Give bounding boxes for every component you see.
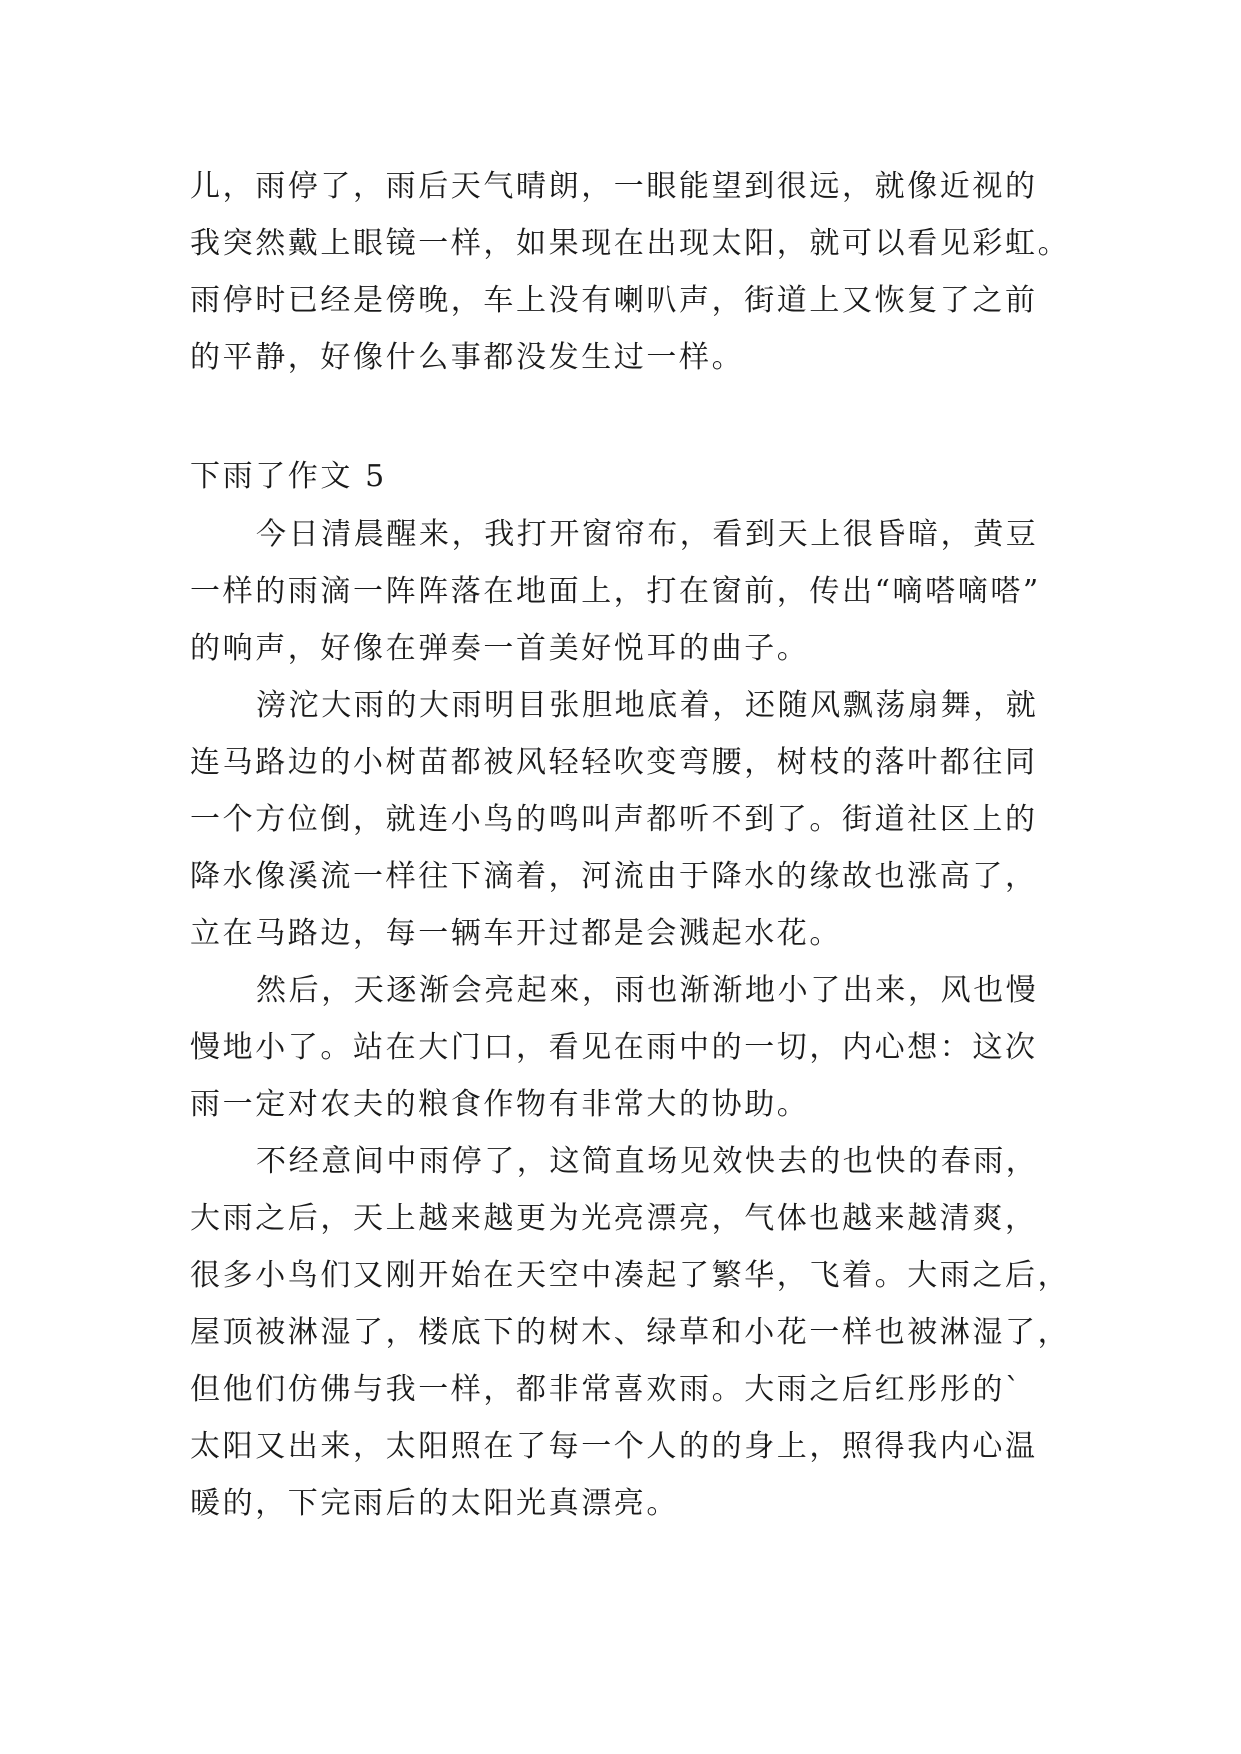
text-line: 的响声，好像在弹奏一首美好悦耳的曲子。 bbox=[190, 631, 810, 666]
text-line: 今日清晨醒来，我打开窗帘布，看到天上很昏暗，黄豆 bbox=[256, 517, 1039, 552]
text-line: 然后，天逐渐会亮起來，雨也渐渐地小了出来，风也慢 bbox=[256, 973, 1039, 1008]
text-line: 屋顶被淋湿了，楼底下的树木、绿草和小花一样也被淋湿了， bbox=[190, 1315, 1071, 1350]
text-line: 雨停时已经是傍晚，车上没有喇叭声，街道上又恢复了之前 bbox=[190, 283, 1038, 318]
text-line: 连马路边的小树苗都被风轻轻吹变弯腰，树枝的落叶都往同 bbox=[190, 745, 1038, 780]
text-line: 很多小鸟们又刚开始在天空中凑起了繁华，飞着。大雨之后， bbox=[190, 1258, 1071, 1293]
essay-title: 下雨了作文 5 bbox=[190, 459, 387, 494]
text-line: 一个方位倒，就连小鸟的鸣叫声都听不到了。街道社区上的 bbox=[190, 802, 1038, 837]
text-line: 滂沱大雨的大雨明目张胆地底着，还随风飘荡扇舞，就 bbox=[256, 688, 1039, 723]
essay-paragraph-1 bbox=[190, 506, 1060, 677]
text-line: 一样的雨滴一阵阵落在地面上，打在窗前，传出“嘀嗒嘀嗒” bbox=[190, 574, 1041, 609]
text-line: 立在马路边，每一辆车开过都是会溅起水花。 bbox=[190, 916, 842, 951]
essay-paragraph-4 bbox=[190, 1133, 1071, 1532]
text-line: 我突然戴上眼镜一样，如果现在出现太阳，就可以看见彩虹。 bbox=[190, 226, 1071, 261]
text-line: 的平静，好像什么事都没发生过一样。 bbox=[190, 340, 745, 375]
text-line: 降水像溪流一样往下滴着，河流由于降水的缘故也涨高了， bbox=[190, 859, 1038, 894]
text-line: 大雨之后，天上越来越更为光亮漂亮，气体也越来越清爽， bbox=[190, 1201, 1038, 1236]
text-line: 太阳又出来，太阳照在了每一个人的的身上，照得我内心温 bbox=[190, 1429, 1038, 1464]
text-line: 但他们仿佛与我一样，都非常喜欢雨。大雨之后红彤彤的` bbox=[190, 1372, 1023, 1407]
text-line: 慢地小了。站在大门口，看见在雨中的一切，内心想：这次 bbox=[190, 1030, 1038, 1065]
text-line: 雨一定对农夫的粮食作物有非常大的协助。 bbox=[190, 1087, 810, 1122]
essay-paragraph-3 bbox=[190, 962, 1060, 1133]
text-line: 儿，雨停了，雨后天气晴朗，一眼能望到很远，就像近视的 bbox=[190, 169, 1038, 204]
text-line: 不经意间中雨停了，这简直场见效快去的也快的春雨， bbox=[256, 1144, 1039, 1179]
continuation-paragraph bbox=[190, 158, 1071, 386]
essay-paragraph-2 bbox=[190, 677, 1060, 962]
text-line: 暖的，下完雨后的太阳光真漂亮。 bbox=[190, 1486, 679, 1521]
